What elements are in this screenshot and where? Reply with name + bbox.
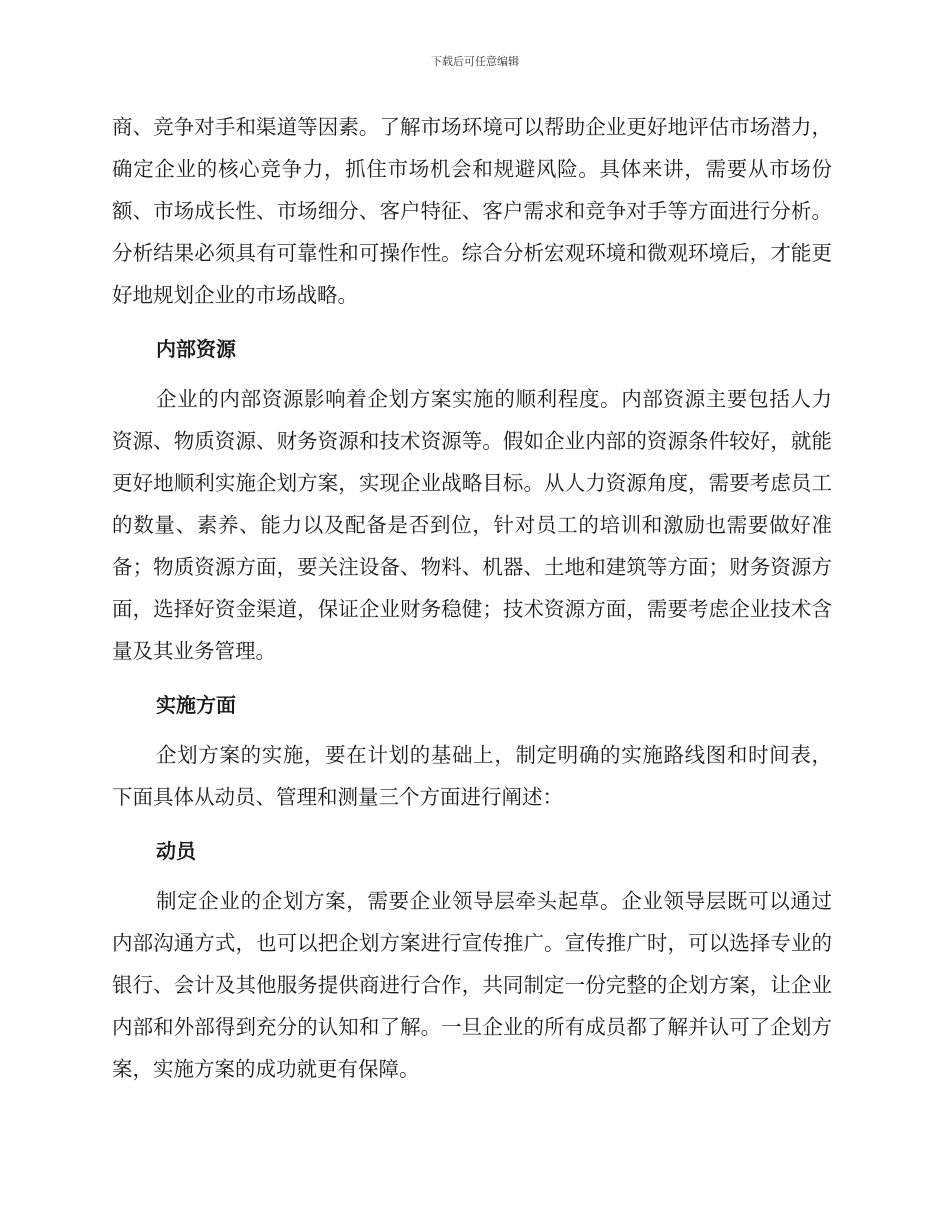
heading-implementation: 实施方面 — [156, 693, 236, 717]
intro-paragraph: 商、竞争对手和渠道等因素。了解市场环境可以帮助企业更好地评估市场潜力，确定企业的核心竞争力，抓住市场机会和规避风险。具体来讲，需要从市场份额、市场成长性、市场细分、客户特征、客户需求和竞争对手等方面进行分析。分析结果必须具有可靠性和可操作性。综合分析宏观环境和微观环境后，才能更好地规划企业的市场战略。 — [112, 115, 832, 307]
paragraph-internal-resources: 企业的内部资源影响着企划方案实施的顺利程度。内部资源主要包括人力资源、物质资源、财务资源和技术资源等。假如企业内部的资源条件较好，就能更好地顺利实施企划方案，实现企业战略目标。从人力资源角度，需要考虑员工的数量、素养、能力以及配备是否到位，针对员工的培训和激励也需要做好准备；物质资源方面，要关注设备、物料、机器、土地和建筑等方面；财务资源方面，选择好资金渠道，保证企业财务稳健；技术资源方面，需要考虑企业技术含量及其业务管理。 — [112, 387, 832, 663]
paragraph-implementation: 企划方案的实施，要在计划的基础上，制定明确的实施路线图和时间表，下面具体从动员、管理和测量三个方面进行阐述： — [112, 743, 832, 809]
heading-internal-resources: 内部资源 — [156, 337, 236, 361]
page-header: 下载后可任意编辑 — [431, 55, 519, 68]
document-body — [112, 106, 832, 1090]
heading-mobilization: 动员 — [156, 839, 196, 863]
paragraph-mobilization: 制定企业的企划方案，需要企业领导层牵头起草。企业领导层既可以通过内部沟通方式，也可以把企划方案进行宣传推广。宣传推广时，可以选择专业的银行、会计及其他服务提供商进行合作，共同制定一份完整的企划方案，让企业内部和外部得到充分的认知和了解。一旦企业的所有成员都了解并认可了企划方案，实施方案的成功就更有保障。 — [112, 889, 832, 1081]
